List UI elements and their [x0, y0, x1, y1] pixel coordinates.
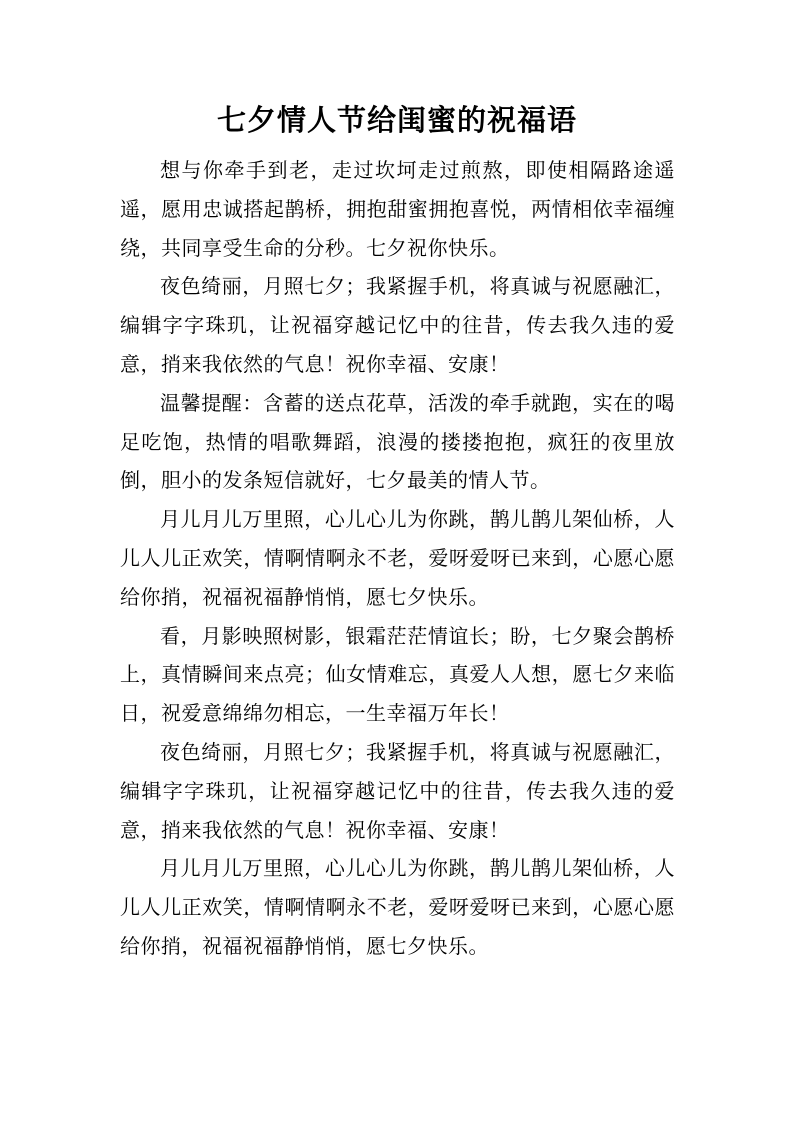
paragraph-2: 夜色绮丽，月照七夕；我紧握手机，将真诚与祝愿融汇，编辑字字珠玑，让祝福穿越记忆中的往昔，传去我久违的爱意，捎来我依然的气息！祝你幸福、安康！: [120, 274, 675, 376]
document-body: [120, 151, 675, 966]
page-title: 七夕情人节给闺蜜的祝福语: [216, 103, 577, 137]
paragraph-1: 想与你牵手到老，走过坎坷走过煎熬，即使相隔路途遥遥，愿用忠诚搭起鹊桥，拥抱甜蜜拥抱喜悦，两情相依幸福缠绕，共同享受生命的分秒。七夕祝你快乐。: [120, 158, 675, 260]
paragraph-6: 夜色绮丽，月照七夕；我紧握手机，将真诚与祝愿融汇，编辑字字珠玑，让祝福穿越记忆中的往昔，传去我久违的爱意，捎来我依然的气息！祝你幸福、安康！: [120, 739, 675, 842]
paragraph-7: 月儿月儿万里照，心儿心儿为你跳，鹊儿鹊儿架仙桥，人儿人儿正欢笑，情啊情啊永不老，爱呀爱呀已来到，心愿心愿给你捎，祝福祝福静悄悄，愿七夕快乐。: [120, 856, 675, 958]
paragraph-4: 月儿月儿万里照，心儿心儿为你跳，鹊儿鹊儿架仙桥，人儿人儿正欢笑，情啊情啊永不老，爱呀爱呀已来到，心愿心愿给你捎，祝福祝福静悄悄，愿七夕快乐。: [120, 507, 675, 609]
paragraph-3: 温馨提醒：含蓄的送点花草，活泼的牵手就跑，实在的喝足吃饱，热情的唱歌舞蹈，浪漫的搂搂抱抱，疯狂的夜里放倒，胆小的发条短信就好，七夕最美的情人节。: [120, 390, 675, 493]
paragraph-5: 看，月影映照树影，银霜茫茫情谊长；盼，七夕聚会鹊桥上，真情瞬间来点亮；仙女情难忘，真爱人人想，愿七夕来临日，祝爱意绵绵勿相忘，一生幸福万年长！: [120, 623, 675, 726]
